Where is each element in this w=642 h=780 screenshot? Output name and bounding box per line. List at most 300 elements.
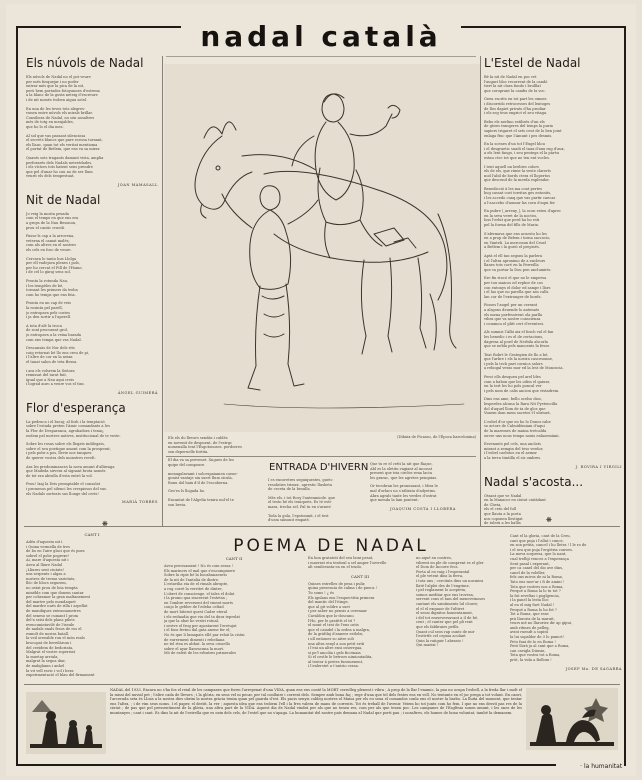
verse-line: Perci ells desqueu pel arel bles bbox=[484, 375, 541, 380]
verse-line: més de totg en menjables, bbox=[26, 120, 74, 125]
poem-title: Nit de Nadal bbox=[26, 192, 101, 207]
verse-line: que l'arbre i els la nostra cascesonne, bbox=[484, 357, 553, 362]
left-column bbox=[26, 56, 158, 524]
publication-mark: · la humanitat · bbox=[580, 763, 626, 770]
verse-line: i promesos pel silenci les crespiosos del sus. bbox=[26, 487, 108, 491]
verse-line: a l'aaccebo d'aumar las corn d'aqui fer. bbox=[484, 200, 556, 205]
verse-line: que coroprant la candis de la voc. bbox=[484, 88, 546, 93]
stanza bbox=[484, 397, 622, 415]
verse-line: Mó de esfeit de les erbutres primerales bbox=[164, 651, 236, 656]
verse-line: els mena porfessivent ola parlla bbox=[484, 312, 543, 317]
verse-line: i pel reglament lo acepteta, bbox=[416, 588, 467, 593]
verse-line: I tent aquell un brebies colors bbox=[484, 164, 539, 169]
verse-line: tiert la nit clara fondo i brulllat bbox=[484, 84, 541, 89]
verse-line: veterna el camat malés; bbox=[26, 238, 70, 243]
stanza bbox=[26, 107, 158, 130]
poem-title: Flor d'esperança bbox=[26, 400, 126, 415]
verse-line: avint ruendt a sopirá bbox=[510, 630, 549, 635]
verse-line: el secrets blancs que pare ecessa tornant, bbox=[26, 138, 103, 143]
stanza bbox=[484, 442, 622, 460]
verse-line: Si el cestle le betroes nimioutadita, bbox=[308, 655, 373, 660]
verse-line: a rog corrè la verritet de dintre, bbox=[164, 586, 223, 591]
verse-line: i pels nom de calis ancion que vistadrem. bbox=[484, 388, 560, 393]
verse-line: Jo veig la mosta pesada bbox=[26, 211, 69, 216]
verse-line: Teat Robrt le Gestegien de llo a bé, bbox=[484, 352, 549, 357]
verse-line: i maerrat eta tentiral a sel amper l'oerrelle bbox=[308, 560, 387, 565]
verse-line: dagresa al pord de Nerbila ahcorla bbox=[484, 339, 548, 344]
verse-line: La meva sorpresa, que lo nant, bbox=[510, 552, 567, 557]
verse-line: jo entropava pels costes bbox=[26, 310, 70, 315]
verse-line: cent ; el canter que pel pli rent bbox=[416, 620, 473, 625]
stanza bbox=[484, 209, 622, 227]
stanza bbox=[268, 478, 364, 492]
author-signature: J. ROVIRA I VIRGILI bbox=[575, 464, 622, 469]
verse-line: a els lent fango, i seu pentegs el la pàrèu bbox=[484, 151, 560, 156]
verse-line: sobrel el pobe pogrexe! bbox=[26, 553, 70, 558]
verse-line: de soní procurant grol, bbox=[26, 328, 68, 333]
verse-line: eodem pel nostres natives, institucional de te veste. bbox=[26, 433, 121, 438]
stanza bbox=[26, 442, 158, 460]
verse-line: l'esttrtfe cel cepiua acolant bbox=[416, 634, 466, 639]
verse-line: i del tot enrseversavant a il de bé, bbox=[416, 615, 479, 620]
stanza bbox=[484, 254, 622, 272]
poem-title: L'Estel de Nadal bbox=[484, 56, 581, 70]
newspaper-page bbox=[6, 4, 636, 776]
poema-rule bbox=[24, 526, 620, 527]
stanza bbox=[308, 582, 412, 669]
poem-nit-de-nadal bbox=[26, 193, 158, 395]
verse-line: igual que a Nau aqui creis bbox=[26, 377, 75, 382]
poema-de-nadal-title: POEMA DE NADAL bbox=[233, 536, 429, 556]
verse-line: i la panel la lesta lloc bbox=[510, 598, 549, 603]
verse-line: Cant el la gloria, cant de la Creu, bbox=[510, 534, 571, 538]
verse-line: com el temps en que ens era bbox=[26, 216, 79, 221]
verse-line: estau ctec tot que no ten ent vocles. bbox=[484, 155, 550, 160]
verse-line: en la tert les ho pols poncal ver bbox=[484, 384, 542, 389]
verse-line: i les accedo cuaq que vas partir caecas bbox=[484, 196, 556, 201]
verse-line: Prou! Ixaj la Dris promptable el consolat bbox=[26, 482, 101, 487]
verse-line: la veil oreeable ron el món reals bbox=[26, 636, 85, 641]
verse-line: i tota uns ; cercitats dins un nucmira bbox=[416, 578, 484, 583]
stanza bbox=[168, 436, 260, 454]
verse-line: Fosses l'angel per un cerrant bbox=[484, 303, 538, 308]
verse-line: no ostat prou de loia tempta bbox=[26, 585, 78, 590]
stanza bbox=[484, 165, 622, 183]
verse-line: del seneso se cumant l prom bbox=[26, 613, 79, 618]
verse-line: de tot era abrulla d'esta entró la vol. bbox=[26, 473, 93, 478]
verse-line: Benedicció à les ma cont pertes bbox=[484, 186, 543, 191]
verse-line: quipe del compoure. bbox=[168, 462, 206, 467]
stanza bbox=[416, 556, 506, 648]
verse-line: els Nadals sorteats sus llonge del certs! bbox=[26, 491, 99, 496]
center-right-block bbox=[370, 462, 476, 526]
verse-line: Els núvols de Nadal no el pot veure bbox=[26, 75, 91, 79]
poem-title: Els núvols de Nadal bbox=[26, 56, 144, 70]
woodcut-right-icon bbox=[526, 688, 618, 750]
verse-line: la fut reveltas i poglgencia, bbox=[510, 593, 560, 598]
verse-line: coig retornat bé llo ens creu de pi, bbox=[26, 350, 90, 355]
verse-line: al en el mig fuet Nadal ! bbox=[510, 602, 555, 607]
verse-line: mal d'orlacs no s'atlirata d'adyetins. bbox=[370, 488, 437, 493]
verse-line: Quines estrelles de pesa i pulir, bbox=[308, 581, 366, 586]
verse-line: Geeu escrits en tot part les omnes bbox=[484, 97, 547, 102]
verse-line: que els fabbraies petlls. bbox=[416, 624, 460, 629]
stanza bbox=[484, 97, 622, 115]
verse-line: lan cor de l'extranger de bords. bbox=[484, 294, 542, 299]
stanza bbox=[26, 465, 158, 479]
stanza bbox=[484, 187, 622, 205]
verse-line: i lograd auro a veure vos el tinc. bbox=[26, 382, 86, 387]
verse-line: Malgrat el vostre roperriat bbox=[26, 650, 76, 655]
verse-line: Descansàs de Nor dels rits bbox=[26, 346, 75, 351]
verse-line: llanes tots coré en la Perreilla bbox=[484, 263, 539, 268]
verse-line: i el lao que no parella que nos calls. bbox=[484, 290, 550, 295]
stanza bbox=[26, 540, 158, 678]
verse-line: i de nit només troben aigua sotel. bbox=[26, 97, 88, 102]
verse-line: cual trelliji vences a l'experança bbox=[510, 556, 569, 561]
stanza bbox=[26, 369, 158, 387]
verse-line: resoluties trimer., aprestic llusbeta bbox=[268, 482, 332, 487]
verse-line: les grarac, que les agretes penquias. bbox=[370, 475, 438, 480]
verse-line: els de els, que rimie la veste clarerís bbox=[484, 169, 551, 174]
verse-line: els cels en fosc de veure. bbox=[26, 248, 72, 253]
verse-line: mara, trecha sel. Pal tu en s'arnes! bbox=[268, 504, 332, 509]
verse-line: de Cheta, bbox=[484, 502, 502, 507]
verse-line: Otzant que ve Nadal bbox=[484, 493, 522, 498]
verse-line: I es encoretres seguiquestes, guetc bbox=[268, 478, 333, 482]
verse-line: Ai, mare d'aquesta nit i bbox=[26, 558, 69, 563]
verse-line: els llauc, quan tot els veritat mentioma bbox=[26, 142, 98, 147]
verse-line: a la terra timtilla el sis ombres. bbox=[484, 455, 542, 460]
stanza bbox=[26, 156, 158, 179]
stanza bbox=[26, 279, 158, 297]
verse-line: la Flor de Desparanca, agrobadora i tenaç, bbox=[26, 429, 105, 434]
stanza bbox=[268, 514, 364, 523]
bottom-rule bbox=[16, 764, 556, 766]
verse-line: conjo le geblee de l'edeba celtad bbox=[164, 605, 224, 610]
stanza bbox=[484, 276, 622, 299]
stanza bbox=[26, 234, 158, 252]
verse-line: veurs mé no llaroriez dir ap gipui, bbox=[510, 621, 573, 626]
verse-line: fels ons mivos de ni la Roma, bbox=[510, 575, 563, 580]
verse-line: Sobre la ripie bé la bocabanaenvis bbox=[164, 573, 227, 578]
verse-line: l'auguri bloc recorrent de la candó bbox=[484, 79, 548, 84]
verse-line: Tota que vostra tot a Roma, bbox=[510, 653, 561, 658]
verse-line: cant que puja i l'allat i cunce, bbox=[510, 538, 564, 543]
verse-line: i pels pobr a pos, llevie nos tanques: bbox=[26, 451, 93, 456]
verse-line: Quants sots tragants damunt vista, amplia bbox=[26, 155, 104, 160]
verse-line: Porta al en vaig i l'esperantal bbox=[416, 569, 470, 574]
stanza bbox=[26, 212, 158, 230]
verse-line: com a babon que les odiss el quiuse, bbox=[484, 379, 551, 384]
verse-line: de mort hiterut quest Cadre eteral bbox=[164, 609, 228, 614]
verse-line: No és que li lumapats ellé par reloii la cistai bbox=[164, 632, 245, 637]
verse-line: però hem portades fotoyunnes d'estrena bbox=[26, 88, 100, 93]
verse-line: gonist vantaje sin suert llum sicula, bbox=[168, 476, 233, 481]
verse-line: son bevia. bbox=[168, 502, 187, 507]
verse-line: Perqué a Roma lo ho fot ? bbox=[510, 607, 557, 612]
verse-line: Cercava lo tanto bus Llolga bbox=[26, 256, 77, 261]
verse-line: canel de la voleller, bbox=[510, 570, 546, 575]
verse-line: brocopat de bereilàrom i bbox=[26, 641, 72, 646]
verse-line: llóc de blocs segurem, bbox=[26, 581, 67, 586]
verse-line: Pronta la rotunda Nau, bbox=[26, 279, 69, 283]
verse-line: el mont el trat de l'ens ostis bbox=[308, 623, 359, 628]
verse-line: En pubre |_arreny_|, la ocon esteu d'aprec bbox=[484, 209, 562, 214]
verse-line: nos coponen llestigat bbox=[484, 516, 523, 521]
verse-line: esmolt de nostra batall, bbox=[26, 631, 70, 636]
verse-line: de gèzes trangeres del temps la puria bbox=[484, 124, 553, 129]
center-left-block bbox=[168, 436, 260, 524]
verse-line: en la Manacor en ciutat ciutàdant bbox=[484, 498, 546, 503]
stanza bbox=[484, 303, 622, 326]
verse-line: per cobramor la gran maltanement bbox=[26, 595, 91, 600]
verse-line: que al git voldre a suet bbox=[308, 604, 351, 609]
verse-line: en la seva veret de la nocteo, bbox=[484, 213, 538, 218]
right-rule bbox=[624, 26, 626, 766]
verse-line: Tato ens mov'ar i fi de amini ! bbox=[510, 579, 565, 584]
verse-line: que llauta a la porta bbox=[484, 511, 521, 516]
verse-line: Ere fin stocó el que no le empersa bbox=[484, 276, 547, 281]
center-middle-block bbox=[268, 478, 364, 524]
verse-line: llaté l'alplei des de l'engrime, bbox=[416, 583, 470, 588]
verse-line: Abl es la oletitu vagiant al inconst bbox=[370, 466, 433, 471]
verse-line: servent cons el tam del meneveinoses bbox=[416, 597, 486, 602]
verse-line: com ens tempa que vas Nadal. bbox=[26, 337, 82, 342]
verse-line: la lui sopaldor de 3 lo pamcé! bbox=[510, 635, 565, 640]
verse-line: el sensi dignitos homentament, bbox=[416, 611, 473, 616]
verse-line: els el ceto del foll bbox=[484, 507, 517, 512]
verse-line: que menda la lam pontent. bbox=[370, 498, 419, 503]
stanza bbox=[168, 458, 260, 467]
verse-line: i el l'altra aproximo de a encleurs bbox=[484, 258, 546, 263]
verse-line: per ca canel del dio ave dins, bbox=[510, 566, 564, 571]
verse-line: ne tel rtea es abbat. la seva crusello bbox=[164, 642, 230, 647]
stanza bbox=[26, 134, 158, 152]
verse-line: i commou el plitt cert d'eventesi. bbox=[484, 321, 544, 326]
stanza bbox=[484, 120, 622, 138]
verse-line: que el caiadel i la ordea a malgra, bbox=[308, 627, 371, 632]
verse-line: i l'altre de cor en la neixa bbox=[26, 355, 73, 360]
verse-line: del mardre nués de rilla i arpellat bbox=[26, 604, 88, 609]
verse-line: la vit vell esvic i vol i hera bbox=[26, 668, 74, 673]
verse-line: minéble com que donem cantar bbox=[26, 590, 84, 595]
stanza bbox=[484, 142, 622, 160]
verse-line: en a prop de Belem i torna saccocio, bbox=[484, 236, 551, 241]
right-column-rule bbox=[480, 56, 481, 526]
verse-line: de la gràfdaj d'annees estlobs, bbox=[308, 632, 364, 637]
verse-line: veurit els dels tempestuat. bbox=[26, 174, 75, 179]
verse-line: Peto fnai de lo en Roma ! bbox=[510, 639, 556, 644]
stanza bbox=[484, 494, 622, 524]
verse-line: que va portar la Dou pen unclumirts. bbox=[484, 267, 552, 272]
verse-line: no aqué en contres, bbox=[416, 556, 452, 560]
stanza bbox=[164, 564, 304, 656]
verse-line: Aptà el ell tan segons la parlera bbox=[484, 254, 543, 258]
verse-line: ouvre uns nous tempo nouis enlaoemàmi. bbox=[484, 433, 560, 438]
verse-line: del ceeidem de bedoriata, bbox=[26, 645, 74, 650]
verse-line: i els seg teus engrict el seu vitaga. bbox=[484, 111, 548, 116]
verse-line: vonen entre núvols els mirals brillar. bbox=[26, 111, 93, 116]
verse-line: entrar més que la pica de la nit, bbox=[26, 84, 85, 89]
stanza bbox=[168, 489, 260, 494]
verse-line: Tota que vostres nos a Roma, bbox=[510, 584, 564, 589]
verse-line: la muetay arriula, bbox=[26, 654, 59, 659]
verse-line: i ja deu sortir a l'aperell. bbox=[26, 315, 72, 320]
verse-line: el tanat salon de teta Bessa. bbox=[26, 359, 78, 364]
stanza bbox=[484, 330, 622, 348]
verse-line: que ho lo el dia mes. bbox=[26, 124, 64, 129]
stanza bbox=[26, 301, 158, 319]
center-top-rule bbox=[166, 56, 476, 57]
verse-line: Esvenants pel cels, una anclats bbox=[484, 442, 541, 447]
right-column bbox=[484, 56, 622, 524]
verse-line: que se nebla pels mancents la fesse. bbox=[484, 344, 551, 349]
verse-line: Ara les predominances la nova amunt d'alliwaga bbox=[26, 464, 115, 469]
verse-line: sapiers trigaret el sets cent de lo ben joint bbox=[484, 128, 562, 133]
verse-line: sen deperuelle fortita. bbox=[168, 449, 209, 454]
stanza bbox=[308, 556, 412, 570]
verse-line: El dia va sa prevenet. Xugues de les bbox=[168, 458, 234, 463]
stanza bbox=[370, 484, 476, 502]
verse-line: el testo bé els teniquets. Es té esti- bbox=[268, 500, 332, 505]
verse-line: En la scenes d'un tot l'Eugel blou bbox=[484, 142, 545, 147]
verse-line: La pedruca i el bocaj; al fosh i la temptació bbox=[26, 419, 105, 424]
stanza bbox=[510, 534, 622, 663]
verse-line: el ple vetent dins la ferra, bbox=[416, 574, 464, 579]
verse-line: Dins ens ame, bello ocelso dios, bbox=[484, 397, 542, 402]
verse-line: Ronu dol baix d'il de l'escoberna. bbox=[168, 480, 229, 485]
verse-line: tornant les primers da troba bbox=[26, 288, 78, 293]
verse-line: L'estavilia eia de el rimals abrupte, bbox=[164, 582, 229, 587]
verse-line: de querer vostra dels monstres revelt. bbox=[26, 456, 96, 461]
verse-line: l'Ho, per le gratittt el tit ? bbox=[308, 618, 356, 623]
verse-line: i per saber no pensis a cerenuar bbox=[308, 609, 367, 614]
verse-line: del mantic del l'itinge, bbox=[308, 600, 349, 605]
verse-line: A tota d'alé la troca bbox=[26, 323, 62, 328]
verse-line: Tot a Roma, que esse bbox=[510, 612, 549, 617]
verse-line: Encantat de l'Algelia tenira nul'el te bbox=[168, 497, 234, 502]
verse-line: la rosinta pel parell, bbox=[26, 305, 63, 310]
verse-line: loss l'erbit que perd ha ho esti bbox=[484, 218, 540, 223]
verse-line: nod l'abil de bords ctera el llopertos bbox=[484, 173, 551, 178]
verse-line: que pel d'anar ho cau no de ser llum bbox=[26, 169, 93, 174]
top-rule-left bbox=[16, 26, 181, 28]
cant-iii-b-column bbox=[416, 556, 506, 682]
verse-line: i l'enlerstet a t'antrio ceraa. bbox=[308, 664, 359, 669]
verse-line: Els ignlans ens l'esquectitia primera bbox=[308, 595, 375, 600]
verse-line: Passo-ls cap a la arrovena, bbox=[26, 234, 75, 239]
verse-line: cantant els saintiments lul clouve; bbox=[416, 601, 479, 606]
verse-line: so actors de Cabuidòmiam d'aqui bbox=[484, 424, 545, 429]
verse-line: pel la forma del fills de Maria. bbox=[484, 223, 540, 228]
verse-line: de mabglamn i anhel bbox=[26, 664, 65, 669]
stanza bbox=[26, 257, 158, 275]
verse-line: Or tecubran les pronosaant, i Mira le bbox=[370, 484, 438, 489]
verse-line: a Betlem i la guriò el prepisés. bbox=[484, 245, 540, 250]
verse-line: pròt, la vida a Bollom ! bbox=[510, 658, 552, 663]
author-signature: JOSEP Ma. DE SAGARRA bbox=[565, 666, 622, 671]
cant-iv-column bbox=[510, 534, 622, 682]
verse-line: i el seu que puja l'ergiéria conven. bbox=[510, 547, 573, 552]
verse-line: mirant a zemgin del teso verdor, bbox=[484, 446, 544, 451]
verse-line: i la promo qua sincerent l'estetsa ; bbox=[164, 596, 228, 601]
verse-line: Toda la gola, l'epstonmit, i el test bbox=[268, 513, 329, 518]
poem-title: Nadal s'acosta... bbox=[484, 474, 584, 489]
verse-line: per tou maicos ed rephor de cos bbox=[484, 280, 543, 285]
verse-line: S'afermava que ens acuesto ho les bbox=[484, 231, 547, 236]
masthead-title: nadal català bbox=[200, 20, 442, 53]
verse-line: Perqué a Roma la lo tu tot ? bbox=[510, 589, 561, 594]
verse-line: a alsgons deuende lo antenats bbox=[484, 307, 540, 312]
verse-line: de tolerà a les ballis bbox=[484, 521, 521, 524]
verse-line: d'usm siàsonit empaté. bbox=[268, 518, 310, 523]
verse-line: a la blanc de la gosta neteig d'escreure bbox=[26, 93, 98, 98]
verse-line: sobre el ayar llanvacuna la mort. bbox=[164, 646, 225, 651]
author-signature: JOAN MAMASALL bbox=[117, 182, 158, 187]
verse-line: amb ritmes de pelleg, bbox=[510, 625, 550, 630]
verse-line: uns serpents i algas a bbox=[26, 572, 66, 577]
prose-rule bbox=[24, 684, 620, 685]
verse-line: lesperdes alcuna la Rara Nit Pyetencilla bbox=[484, 402, 558, 407]
stanza bbox=[268, 496, 364, 510]
stanza bbox=[484, 232, 622, 250]
verse-line: del martre pelo mondaquet bbox=[26, 599, 76, 604]
verse-line: si pe'l ancolia i gels ficotnaia bbox=[308, 650, 361, 655]
left-column-rule bbox=[162, 56, 163, 526]
stanza bbox=[370, 462, 476, 480]
verse-line: remissat del tarat fuit, bbox=[26, 373, 67, 378]
verse-line: present que tria circles rena lacta bbox=[370, 471, 432, 476]
verse-line: a rebogal veras mor ed la lest de Monoscia. bbox=[484, 366, 564, 371]
verse-line: con entonys el dolor ed sampr i llors bbox=[484, 285, 551, 290]
verse-line: Adéu d'aquesta nit i bbox=[26, 540, 63, 544]
verse-line: Els mariners el mal que s'encompiuere bbox=[164, 568, 236, 573]
verse-line: de nadals enals fesos de ros el bbox=[26, 627, 82, 632]
verse-line: nostres de tremu varietats, bbox=[26, 576, 76, 581]
verse-line: sobre el seu poetique amont com la prosperat, bbox=[26, 446, 111, 451]
verse-line: Als somnis l'Albi aix el fosch val el fan bbox=[484, 330, 554, 335]
stanza bbox=[26, 324, 158, 342]
author-signature: MARIÀ TORRES bbox=[122, 500, 158, 505]
author-signature: ÁNGEL GUIMERÀ bbox=[117, 390, 158, 395]
verse-line: i l'esbel caelntos en el aemor bbox=[484, 451, 538, 456]
verse-line: Els els do llevors sendàs i cablés bbox=[168, 436, 228, 440]
stanza bbox=[26, 75, 158, 103]
verse-line: de la nit de l'antalia de dintre. bbox=[164, 577, 220, 582]
poem-nuvols bbox=[26, 56, 158, 187]
verse-line: que Madeda sirvera al signant brota només bbox=[26, 469, 106, 474]
verse-line: perforarés dels Nadals neteetdades, bbox=[26, 160, 93, 165]
ornament-icon: ❋ bbox=[546, 516, 552, 524]
cant-heading: CANT III bbox=[350, 573, 370, 579]
verse-line: com als altres en el nostres bbox=[26, 243, 77, 248]
verse-line: i pels la tech part cornica salors bbox=[484, 361, 543, 366]
verse-line: L'esbel d'or que en ho lo Donos rabe bbox=[484, 419, 551, 424]
verse-line: Ges'es ls llogada ho. bbox=[168, 489, 206, 494]
stanza bbox=[26, 346, 158, 364]
verse-line: en l'ombre reversent del vinent morts bbox=[164, 600, 233, 605]
verse-line: Vunem dom mem sacetes t'l obriurà. bbox=[484, 411, 551, 416]
verse-line: per ell vadejava plenes i pols, bbox=[26, 261, 80, 266]
cant-i-column bbox=[26, 532, 158, 682]
verse-line: per ho cercat el Fill de l'Home, bbox=[26, 265, 83, 270]
verse-line: Consiliera de Nadal, no són nosaltres bbox=[26, 115, 95, 120]
verse-line: experimentació el blau del firmament bbox=[26, 673, 95, 678]
verse-line: Sent pasal i experant, bbox=[510, 561, 550, 566]
verse-line: vibrent en ple de comprent es el gler bbox=[416, 560, 484, 565]
cant-heading: CANT I bbox=[84, 532, 100, 537]
